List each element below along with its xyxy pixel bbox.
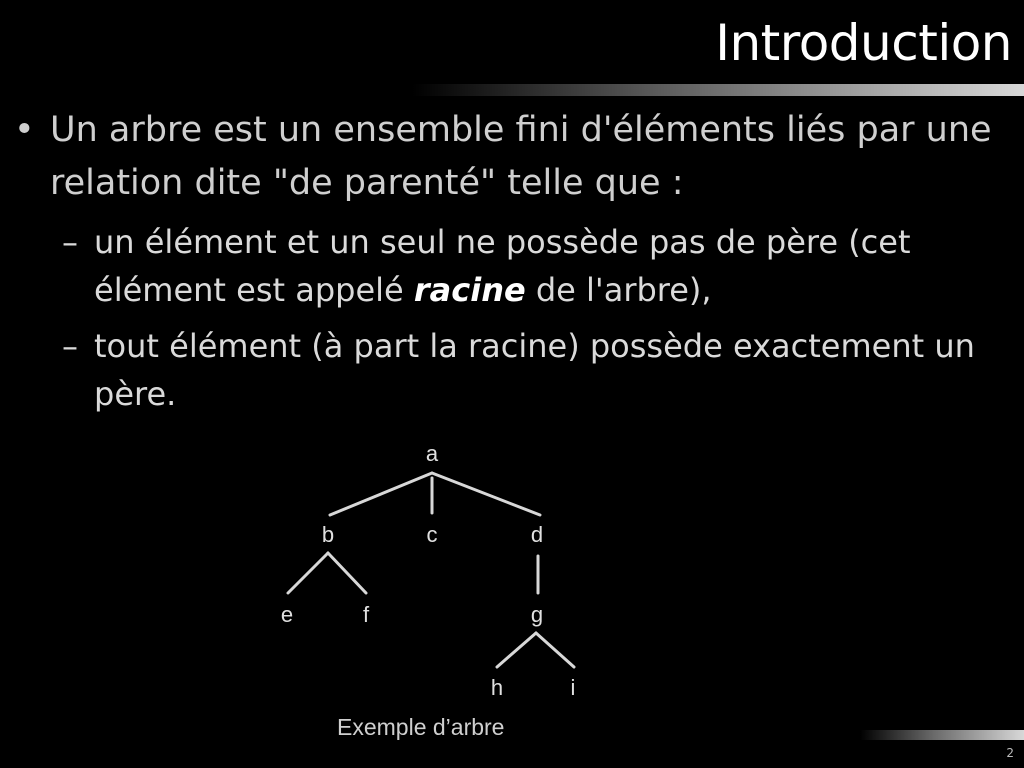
slide-title: Introduction bbox=[715, 14, 1012, 72]
page-number: 2 bbox=[1006, 746, 1014, 760]
bullet-dot-icon: • bbox=[14, 110, 35, 150]
tree-edge-g-i bbox=[536, 633, 574, 667]
bullet-text: Un arbre est un ensemble fini d'éléments liés par une relation dite "de parenté" telle que : bbox=[50, 110, 992, 203]
tree-nodes bbox=[281, 441, 576, 700]
tree-node-a: a bbox=[425, 440, 439, 466]
tree-node-b: b bbox=[321, 521, 335, 547]
tree-node-f: f bbox=[362, 601, 370, 627]
tree-edge-a-b bbox=[330, 473, 432, 515]
footer-bar bbox=[860, 730, 1024, 740]
sub-bullet-text-before: un élément et un seul ne possède pas de père (cet élément est appelé bbox=[94, 223, 911, 309]
emphasized-term: racine bbox=[413, 271, 526, 309]
tree-edge-a-d bbox=[432, 473, 540, 515]
tree-edge-g-h bbox=[497, 633, 536, 667]
tree-edge-b-e bbox=[288, 553, 328, 593]
dash-icon: – bbox=[62, 327, 78, 365]
figure-caption: Exemple d’arbre bbox=[337, 714, 505, 740]
tree-node-i: i bbox=[570, 674, 576, 700]
tree-node-e: e bbox=[280, 601, 294, 627]
tree-node-g: g bbox=[530, 601, 544, 627]
tree-edges bbox=[288, 473, 574, 667]
sub-bullet-text-after: de l'arbre), bbox=[525, 271, 712, 309]
dash-icon: – bbox=[62, 223, 78, 261]
tree-node-d: d bbox=[530, 521, 544, 547]
tree-node-h: h bbox=[490, 674, 504, 700]
tree-node-c: c bbox=[426, 521, 438, 547]
sub-bullet-text: tout élément (à part la racine) possède exactement un père. bbox=[94, 327, 975, 413]
tree-edge-b-f bbox=[328, 553, 366, 593]
